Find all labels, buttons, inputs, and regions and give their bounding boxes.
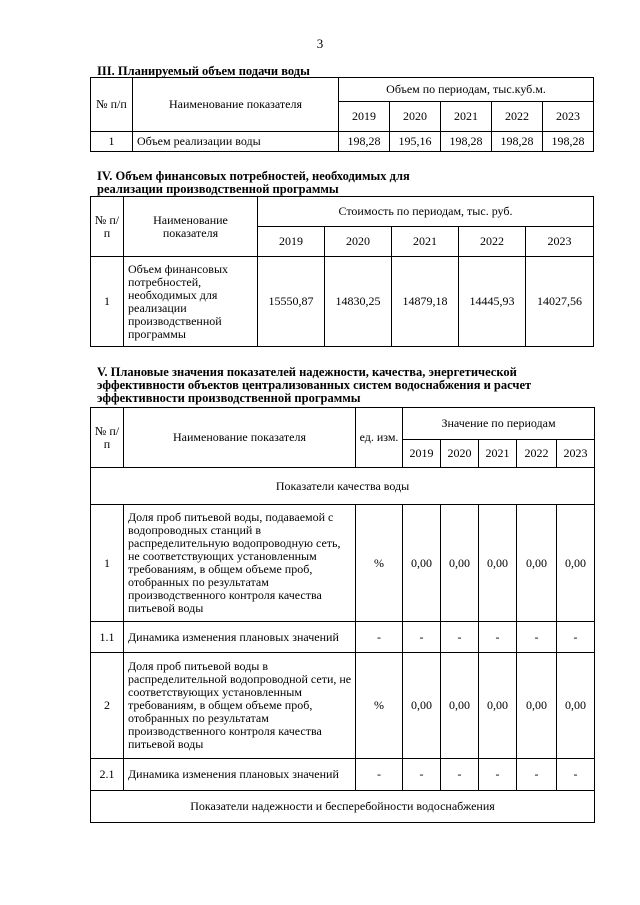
year-header: 2023 [557, 440, 595, 468]
row-value: - [441, 759, 479, 791]
year-header: 2022 [492, 102, 543, 132]
year-header: 2022 [459, 227, 526, 257]
row-name: Доля проб питьевой воды в распределительной водопроводной сети, не соответствующих установленным требованиям, в общем объеме проб, отобранных по результатам производственного контроля качества питьевой воды [124, 653, 356, 759]
row-value: 198,28 [441, 132, 492, 152]
col-header-name: Наименование показателя [133, 78, 339, 132]
year-header: 2019 [339, 102, 390, 132]
row-value: - [517, 759, 557, 791]
row-value: - [557, 622, 595, 653]
row-unit: - [356, 622, 403, 653]
row-no: 1 [91, 257, 124, 347]
row-value: 195,16 [390, 132, 441, 152]
year-header: 2022 [517, 440, 557, 468]
section-4-heading-line1: IV. Объем финансовых потребностей, необходимых для [97, 169, 410, 183]
section-4-table [90, 196, 594, 347]
year-header: 2020 [390, 102, 441, 132]
col-header-name: Наименование показателя [124, 197, 258, 257]
row-name: Объем реализации воды [133, 132, 339, 152]
section-5-table [90, 407, 595, 823]
row-name: Доля проб питьевой воды, подаваемой с водопроводных станций в распределительную водопроводную сеть, не соответствующих установленным требованиям, в общем объеме проб, отобранных по результатам производственного контроля качества питьевой воды [124, 505, 356, 622]
col-header-period: Объем по периодам, тыс.куб.м. [339, 78, 594, 102]
row-value: 14027,56 [526, 257, 594, 347]
row-name: Динамика изменения плановых значений [124, 759, 356, 791]
row-unit: % [356, 653, 403, 759]
col-header-no: № п/п [91, 197, 124, 257]
row-name: Объем финансовых потребностей, необходимых для реализации производственной программы [124, 257, 258, 347]
table-row [91, 622, 595, 653]
row-value: 0,00 [517, 505, 557, 622]
year-header: 2019 [258, 227, 325, 257]
year-header: 2019 [403, 440, 441, 468]
row-unit: - [356, 759, 403, 791]
year-header: 2020 [441, 440, 479, 468]
year-header: 2021 [479, 440, 517, 468]
col-header-no: № п/п [91, 78, 133, 132]
year-header: 2023 [526, 227, 594, 257]
table-row [91, 257, 594, 347]
table-row [91, 653, 595, 759]
section-3-heading: III. Планируемый объем подачи воды [97, 64, 310, 78]
row-unit: % [356, 505, 403, 622]
year-header: 2021 [392, 227, 459, 257]
row-name: Динамика изменения плановых значений [124, 622, 356, 653]
row-value: 0,00 [403, 505, 441, 622]
row-no: 2.1 [91, 759, 124, 791]
row-value: 14445,93 [459, 257, 526, 347]
row-value: 0,00 [403, 653, 441, 759]
col-header-name: Наименование показателя [124, 408, 356, 468]
year-header: 2023 [543, 102, 594, 132]
table-row [91, 132, 594, 152]
row-value: 198,28 [339, 132, 390, 152]
row-value: - [517, 622, 557, 653]
row-value: 15550,87 [258, 257, 325, 347]
col-header-no: № п/п [91, 408, 124, 468]
row-value: 0,00 [557, 653, 595, 759]
row-no: 1.1 [91, 622, 124, 653]
col-header-unit: ед. изм. [356, 408, 403, 468]
section-3-table [90, 77, 594, 152]
row-value: 198,28 [543, 132, 594, 152]
year-header: 2020 [325, 227, 392, 257]
row-value: 0,00 [517, 653, 557, 759]
col-header-period: Стоимость по периодам, тыс. руб. [258, 197, 594, 227]
row-value: - [403, 759, 441, 791]
row-no: 1 [91, 132, 133, 152]
row-value: - [441, 622, 479, 653]
row-value: - [557, 759, 595, 791]
row-value: 0,00 [441, 505, 479, 622]
row-value: 0,00 [441, 653, 479, 759]
row-value: 0,00 [479, 505, 517, 622]
col-header-period: Значение по периодам [403, 408, 595, 440]
row-value: - [403, 622, 441, 653]
section-5-heading-line3: эффективности производственной программы [97, 391, 361, 405]
group-header-reliability: Показатели надежности и бесперебойности водоснабжения [91, 791, 595, 823]
page-number: 3 [316, 36, 324, 51]
row-value: 0,00 [479, 653, 517, 759]
section-5-heading-line2: эффективности объектов централизованных систем водоснабжения и расчет [97, 378, 532, 392]
table-row [91, 759, 595, 791]
row-value: 14879,18 [392, 257, 459, 347]
row-no: 1 [91, 505, 124, 622]
row-value: 198,28 [492, 132, 543, 152]
section-5-heading-line1: V. Плановые значения показателей надежности, качества, энергетической [97, 365, 517, 379]
row-value: - [479, 622, 517, 653]
table-row [91, 505, 595, 622]
row-no: 2 [91, 653, 124, 759]
row-value: - [479, 759, 517, 791]
row-value: 14830,25 [325, 257, 392, 347]
row-value: 0,00 [557, 505, 595, 622]
section-4-heading-line2: реализации производственной программы [97, 182, 339, 196]
group-header-quality: Показатели качества воды [91, 468, 595, 505]
year-header: 2021 [441, 102, 492, 132]
